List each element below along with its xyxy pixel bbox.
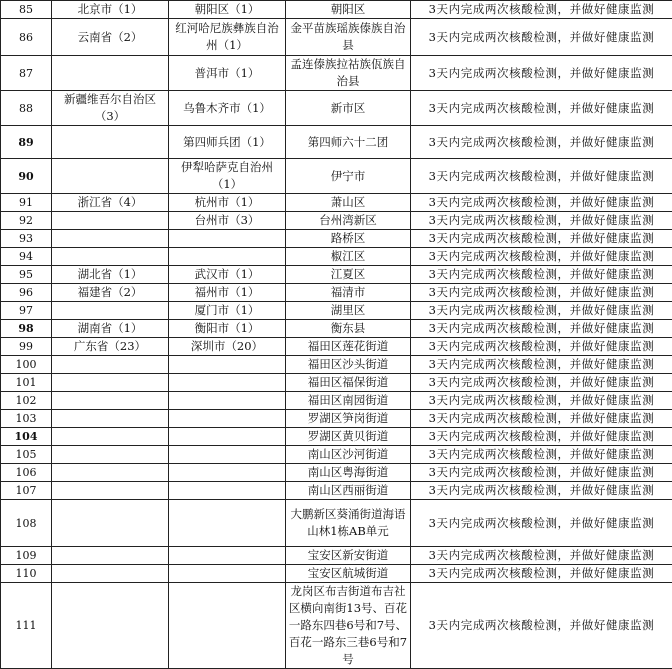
row-number-cell: 105 [1,446,52,464]
control-measure-cell: 3天内完成两次核酸检测，并做好健康监测 [411,583,672,669]
row-number-cell: 104 [1,428,52,446]
row-number-cell: 92 [1,212,52,230]
district-cell: 路桥区 [286,230,411,248]
table-row [1,374,672,392]
table-row [1,302,672,320]
control-measure-cell: 3天内完成两次核酸检测，并做好健康监测 [411,464,672,482]
table-row [1,428,672,446]
province-cell [52,230,169,248]
city-cell [169,356,286,374]
province-cell [52,56,169,91]
district-cell: 福田区南园街道 [286,392,411,410]
control-measure-cell: 3天内完成两次核酸检测，并做好健康监测 [411,302,672,320]
row-number-cell: 90 [1,159,52,194]
district-cell: 罗湖区黄贝街道 [286,428,411,446]
district-cell: 南山区西丽街道 [286,482,411,500]
city-cell [169,565,286,583]
city-cell [169,482,286,500]
table-row [1,356,672,374]
district-cell: 福田区莲花街道 [286,338,411,356]
province-cell: 湖北省（1） [52,266,169,284]
city-cell [169,374,286,392]
table-row [1,464,672,482]
row-number-cell: 107 [1,482,52,500]
province-cell [52,410,169,428]
row-number-cell: 98 [1,320,52,338]
control-measure-cell: 3天内完成两次核酸检测，并做好健康监测 [411,194,672,212]
city-cell: 深圳市（20） [169,338,286,356]
province-cell: 福建省（2） [52,284,169,302]
province-cell: 新疆维吾尔自治区（3） [52,91,169,126]
row-number-cell: 93 [1,230,52,248]
row-number-cell: 111 [1,583,52,669]
row-number-cell: 109 [1,547,52,565]
row-number-cell: 97 [1,302,52,320]
city-cell: 乌鲁木齐市（1） [169,91,286,126]
table-body [1,1,672,669]
table-row [1,338,672,356]
district-cell: 伊宁市 [286,159,411,194]
district-cell: 宝安区航城街道 [286,565,411,583]
district-cell: 椒江区 [286,248,411,266]
row-number-cell: 95 [1,266,52,284]
row-number-cell: 86 [1,19,52,56]
control-measure-cell: 3天内完成两次核酸检测，并做好健康监测 [411,159,672,194]
table-row [1,126,672,159]
control-measure-cell: 3天内完成两次核酸检测，并做好健康监测 [411,446,672,464]
district-cell: 朝阳区 [286,1,411,19]
province-cell [52,446,169,464]
province-cell: 湖南省（1） [52,320,169,338]
control-measure-cell: 3天内完成两次核酸检测，并做好健康监测 [411,56,672,91]
province-cell: 云南省（2） [52,19,169,56]
row-number-cell: 85 [1,1,52,19]
city-cell [169,500,286,547]
province-cell [52,547,169,565]
control-measure-cell: 3天内完成两次核酸检测，并做好健康监测 [411,428,672,446]
province-cell: 浙江省（4） [52,194,169,212]
control-measure-cell: 3天内完成两次核酸检测，并做好健康监测 [411,320,672,338]
province-cell [52,248,169,266]
control-measure-cell: 3天内完成两次核酸检测，并做好健康监测 [411,500,672,547]
district-cell: 湖里区 [286,302,411,320]
city-cell: 伊犁哈萨克自治州（1） [169,159,286,194]
district-cell: 第四师六十二团 [286,126,411,159]
city-cell: 第四师兵团（1） [169,126,286,159]
city-cell [169,248,286,266]
control-measure-cell: 3天内完成两次核酸检测，并做好健康监测 [411,482,672,500]
control-measure-cell: 3天内完成两次核酸检测，并做好健康监测 [411,338,672,356]
table-row [1,583,672,669]
control-measure-cell: 3天内完成两次核酸检测，并做好健康监测 [411,126,672,159]
row-number-cell: 103 [1,410,52,428]
city-cell [169,230,286,248]
province-cell [52,356,169,374]
province-cell [52,159,169,194]
province-cell [52,464,169,482]
table-row [1,56,672,91]
table-row [1,446,672,464]
row-number-cell: 91 [1,194,52,212]
district-cell: 南山区沙河街道 [286,446,411,464]
control-measure-cell: 3天内完成两次核酸检测，并做好健康监测 [411,266,672,284]
table-row [1,392,672,410]
table-row [1,194,672,212]
control-measure-cell: 3天内完成两次核酸检测，并做好健康监测 [411,91,672,126]
table-row [1,159,672,194]
district-cell: 金平苗族瑶族傣族自治县 [286,19,411,56]
table-row [1,320,672,338]
table-row [1,565,672,583]
table-row [1,19,672,56]
row-number-cell: 87 [1,56,52,91]
control-measure-cell: 3天内完成两次核酸检测，并做好健康监测 [411,230,672,248]
table-row [1,230,672,248]
district-cell: 台州湾新区 [286,212,411,230]
district-cell: 福清市 [286,284,411,302]
control-measure-cell: 3天内完成两次核酸检测，并做好健康监测 [411,212,672,230]
control-measure-cell: 3天内完成两次核酸检测，并做好健康监测 [411,565,672,583]
row-number-cell: 94 [1,248,52,266]
province-cell: 北京市（1） [52,1,169,19]
province-cell [52,565,169,583]
control-measure-cell: 3天内完成两次核酸检测，并做好健康监测 [411,374,672,392]
province-cell [52,302,169,320]
table-row [1,482,672,500]
city-cell: 朝阳区（1） [169,1,286,19]
control-measure-cell: 3天内完成两次核酸检测，并做好健康监测 [411,19,672,56]
row-number-cell: 96 [1,284,52,302]
district-cell: 萧山区 [286,194,411,212]
city-cell: 台州市（3） [169,212,286,230]
city-cell [169,464,286,482]
province-cell [52,428,169,446]
city-cell [169,446,286,464]
control-measure-cell: 3天内完成两次核酸检测，并做好健康监测 [411,410,672,428]
row-number-cell: 100 [1,356,52,374]
province-cell [52,212,169,230]
city-cell: 普洱市（1） [169,56,286,91]
city-cell [169,428,286,446]
district-cell: 龙岗区布吉街道布吉社区横向南街13号、百花一路东四巷6号和7号、百花一路东三巷6号和7号 [286,583,411,669]
table-row [1,547,672,565]
city-cell [169,547,286,565]
control-measure-cell: 3天内完成两次核酸检测，并做好健康监测 [411,248,672,266]
table-row [1,212,672,230]
city-cell [169,392,286,410]
control-measure-cell: 3天内完成两次核酸检测，并做好健康监测 [411,1,672,19]
table-row [1,248,672,266]
city-cell [169,583,286,669]
city-cell: 红河哈尼族彝族自治州（1） [169,19,286,56]
table-row [1,410,672,428]
control-measure-cell: 3天内完成两次核酸检测，并做好健康监测 [411,392,672,410]
row-number-cell: 99 [1,338,52,356]
province-cell: 广东省（23） [52,338,169,356]
district-cell: 大鹏新区葵涌街道海语山林1栋AB单元 [286,500,411,547]
city-cell: 衡阳市（1） [169,320,286,338]
control-measure-cell: 3天内完成两次核酸检测，并做好健康监测 [411,547,672,565]
city-cell: 厦门市（1） [169,302,286,320]
province-cell [52,374,169,392]
control-measure-cell: 3天内完成两次核酸检测，并做好健康监测 [411,356,672,374]
district-cell: 江夏区 [286,266,411,284]
table-row [1,266,672,284]
row-number-cell: 102 [1,392,52,410]
row-number-cell: 106 [1,464,52,482]
city-cell [169,410,286,428]
province-cell [52,126,169,159]
table-row [1,91,672,126]
city-cell: 福州市（1） [169,284,286,302]
province-cell [52,392,169,410]
control-measure-cell: 3天内完成两次核酸检测，并做好健康监测 [411,284,672,302]
row-number-cell: 101 [1,374,52,392]
row-number-cell: 89 [1,126,52,159]
table-row [1,284,672,302]
district-cell: 罗湖区笋岗街道 [286,410,411,428]
row-number-cell: 108 [1,500,52,547]
district-cell: 南山区粤海街道 [286,464,411,482]
city-cell: 杭州市（1） [169,194,286,212]
row-number-cell: 88 [1,91,52,126]
district-cell: 新市区 [286,91,411,126]
province-cell [52,583,169,669]
province-cell [52,482,169,500]
district-cell: 福田区福保街道 [286,374,411,392]
table-row [1,1,672,19]
row-number-cell: 110 [1,565,52,583]
table-row [1,500,672,547]
city-cell: 武汉市（1） [169,266,286,284]
district-cell: 孟连傣族拉祜族佤族自治县 [286,56,411,91]
province-cell [52,500,169,547]
district-cell: 福田区沙头街道 [286,356,411,374]
district-cell: 宝安区新安街道 [286,547,411,565]
district-cell: 衡东县 [286,320,411,338]
